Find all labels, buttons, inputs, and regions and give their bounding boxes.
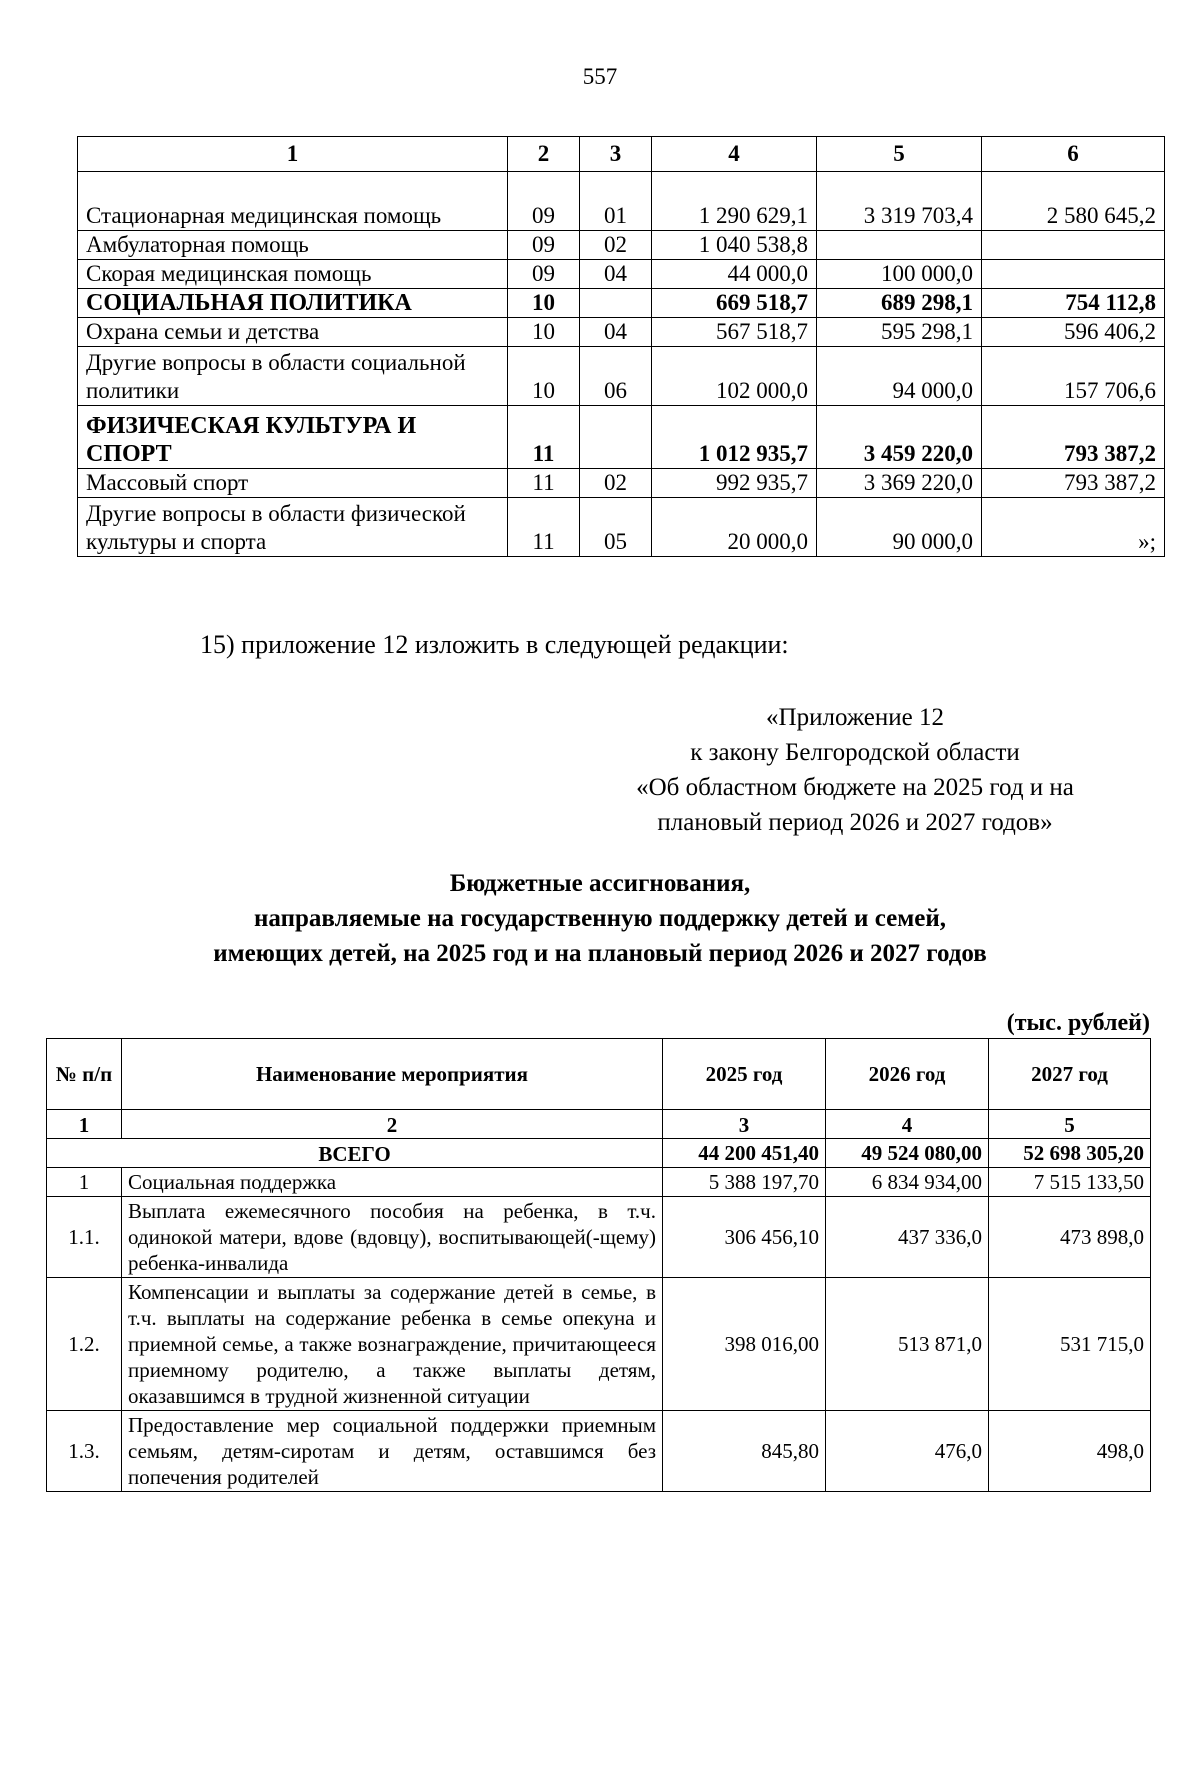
row-value-col5: 595 298,1 — [817, 318, 982, 347]
appendix-line: «Об областном бюджете на 2025 год и на — [636, 774, 1074, 801]
row-subsection: 05 — [580, 498, 652, 557]
row-name: Другие вопросы в области социальной политики — [78, 347, 508, 406]
heading-line: направляемые на государственную поддержку детей и семей, — [254, 905, 946, 932]
table-row — [78, 469, 1165, 498]
row-value-col4: 1 290 629,1 — [652, 172, 817, 231]
table-row-section-total — [78, 289, 1165, 318]
row-name: Предоставление мер социальной поддержки приемным семьям, детям-сиротам и детям, оставшимся без попечения родителей — [122, 1411, 663, 1492]
row-value-2027: 531 715,0 — [989, 1278, 1151, 1411]
row-number: 1.2. — [47, 1278, 122, 1411]
column-number-row — [47, 1110, 1151, 1139]
row-name: Другие вопросы в области физической культуры и спорта — [78, 498, 508, 557]
total-2025: 44 200 451,40 — [663, 1139, 826, 1168]
row-subsection: 06 — [580, 347, 652, 406]
row-value-2026: 513 871,0 — [826, 1278, 989, 1411]
row-value-col6: 793 387,2 — [982, 406, 1165, 469]
appendix-line: плановый период 2026 и 2027 годов» — [657, 809, 1053, 836]
row-name: Массовый спорт — [78, 469, 508, 498]
row-subsection: 01 — [580, 172, 652, 231]
row-value-2027: 7 515 133,50 — [989, 1168, 1151, 1197]
row-name: Социальная поддержка — [122, 1168, 663, 1197]
row-value-col5: 100 000,0 — [817, 260, 982, 289]
row-value-col6: »; — [982, 498, 1165, 557]
table-row — [47, 1168, 1151, 1197]
table-row — [47, 1278, 1151, 1411]
row-value-col4: 20 000,0 — [652, 498, 817, 557]
child-support-table — [46, 1038, 1151, 1492]
appendix-line: к закону Белгородской области — [690, 739, 1020, 766]
total-label: ВСЕГО — [47, 1139, 663, 1168]
budget-table-sections — [77, 136, 1165, 557]
row-value-col6 — [982, 260, 1165, 289]
row-value-col5: 3 369 220,0 — [817, 469, 982, 498]
column-header-2025: 2025 год — [663, 1039, 826, 1110]
row-subsection: 04 — [580, 260, 652, 289]
row-value-2025: 845,80 — [663, 1411, 826, 1492]
row-subsection — [580, 406, 652, 469]
heading-line: имеющих детей, на 2025 год и на плановый период 2026 и 2027 годов — [213, 940, 987, 967]
row-value-col5: 689 298,1 — [817, 289, 982, 318]
row-value-2026: 6 834 934,00 — [826, 1168, 989, 1197]
total-2027: 52 698 305,20 — [989, 1139, 1151, 1168]
row-name: Скорая медицинская помощь — [78, 260, 508, 289]
table-header-row — [47, 1039, 1151, 1110]
row-value-col6: 793 387,2 — [982, 469, 1165, 498]
column-header: 2 — [508, 137, 580, 172]
column-header: 3 — [580, 137, 652, 172]
row-value-col5: 3 459 220,0 — [817, 406, 982, 469]
row-name: СОЦИАЛЬНАЯ ПОЛИТИКА — [78, 289, 508, 318]
row-section: 10 — [508, 318, 580, 347]
table-row — [78, 347, 1165, 406]
row-value-col5: 3 319 703,4 — [817, 172, 982, 231]
row-name: Компенсации и выплаты за содержание детей в семье, в т.ч. выплаты на содержание ребенка в семье опекуна и приемной семье, а также вознаграждение, причитающееся приемному родителю, а также выплаты детям, оказавшимся в трудной жизненной ситуации — [122, 1278, 663, 1411]
row-value-col4: 44 000,0 — [652, 260, 817, 289]
amendment-paragraph: 15) приложение 12 изложить в следующей редакции: — [200, 630, 789, 659]
units-label: (тыс. рублей) — [1006, 1010, 1150, 1036]
column-header-2026: 2026 год — [826, 1039, 989, 1110]
column-number: 4 — [826, 1110, 989, 1139]
column-header-number: № п/п — [47, 1039, 122, 1110]
document-heading — [0, 866, 1200, 971]
row-value-col4: 102 000,0 — [652, 347, 817, 406]
row-number: 1.1. — [47, 1197, 122, 1278]
row-value-col4: 669 518,7 — [652, 289, 817, 318]
table-row — [47, 1411, 1151, 1492]
row-value-2025: 5 388 197,70 — [663, 1168, 826, 1197]
row-subsection: 04 — [580, 318, 652, 347]
column-number: 5 — [989, 1110, 1151, 1139]
table-row — [47, 1197, 1151, 1278]
row-value-col6: 596 406,2 — [982, 318, 1165, 347]
row-name: Амбулаторная помощь — [78, 231, 508, 260]
row-value-col4: 992 935,7 — [652, 469, 817, 498]
row-name: Выплата ежемесячного пособия на ребенка, в т.ч. одинокой матери, вдове (вдовцу), воспитывающей(-щему) ребенка-инвалида — [122, 1197, 663, 1278]
page-number: 557 — [582, 64, 618, 89]
appendix-reference — [560, 700, 1150, 840]
row-value-col4: 1 040 538,8 — [652, 231, 817, 260]
table-row — [78, 231, 1165, 260]
row-value-2026: 476,0 — [826, 1411, 989, 1492]
row-value-2025: 398 016,00 — [663, 1278, 826, 1411]
row-section: 10 — [508, 347, 580, 406]
table-row — [78, 260, 1165, 289]
row-section: 11 — [508, 498, 580, 557]
row-section: 09 — [508, 172, 580, 231]
table-row — [78, 318, 1165, 347]
column-number: 3 — [663, 1110, 826, 1139]
column-number: 1 — [47, 1110, 122, 1139]
row-value-col4: 567 518,7 — [652, 318, 817, 347]
row-number: 1.3. — [47, 1411, 122, 1492]
row-number: 1 — [47, 1168, 122, 1197]
column-number: 2 — [122, 1110, 663, 1139]
row-value-col6: 2 580 645,2 — [982, 172, 1165, 231]
row-value-col5: 94 000,0 — [817, 347, 982, 406]
total-row — [47, 1139, 1151, 1168]
row-section: 09 — [508, 231, 580, 260]
row-value-2027: 498,0 — [989, 1411, 1151, 1492]
row-section: 11 — [508, 469, 580, 498]
column-header-2027: 2027 год — [989, 1039, 1151, 1110]
row-value-2027: 473 898,0 — [989, 1197, 1151, 1278]
heading-line: Бюджетные ассигнования, — [449, 870, 751, 897]
column-header: 4 — [652, 137, 817, 172]
row-name: Стационарная медицинская помощь — [78, 172, 508, 231]
row-value-col6: 754 112,8 — [982, 289, 1165, 318]
row-value-col6: 157 706,6 — [982, 347, 1165, 406]
row-name: ФИЗИЧЕСКАЯ КУЛЬТУРА И СПОРТ — [78, 406, 508, 469]
column-header-name: Наименование мероприятия — [122, 1039, 663, 1110]
row-value-2025: 306 456,10 — [663, 1197, 826, 1278]
row-section: 09 — [508, 260, 580, 289]
row-name: Охрана семьи и детства — [78, 318, 508, 347]
row-subsection: 02 — [580, 231, 652, 260]
row-value-col6 — [982, 231, 1165, 260]
row-subsection: 02 — [580, 469, 652, 498]
table-row-section-total — [78, 406, 1165, 469]
appendix-line: «Приложение 12 — [766, 704, 944, 731]
column-header: 5 — [817, 137, 982, 172]
row-value-2026: 437 336,0 — [826, 1197, 989, 1278]
table-row — [78, 172, 1165, 231]
table-header-row — [78, 137, 1165, 172]
row-value-col5 — [817, 231, 982, 260]
table-row — [78, 498, 1165, 557]
row-subsection — [580, 289, 652, 318]
row-value-col4: 1 012 935,7 — [652, 406, 817, 469]
column-header: 6 — [982, 137, 1165, 172]
row-section: 10 — [508, 289, 580, 318]
row-value-col5: 90 000,0 — [817, 498, 982, 557]
column-header: 1 — [78, 137, 508, 172]
row-section: 11 — [508, 406, 580, 469]
total-2026: 49 524 080,00 — [826, 1139, 989, 1168]
